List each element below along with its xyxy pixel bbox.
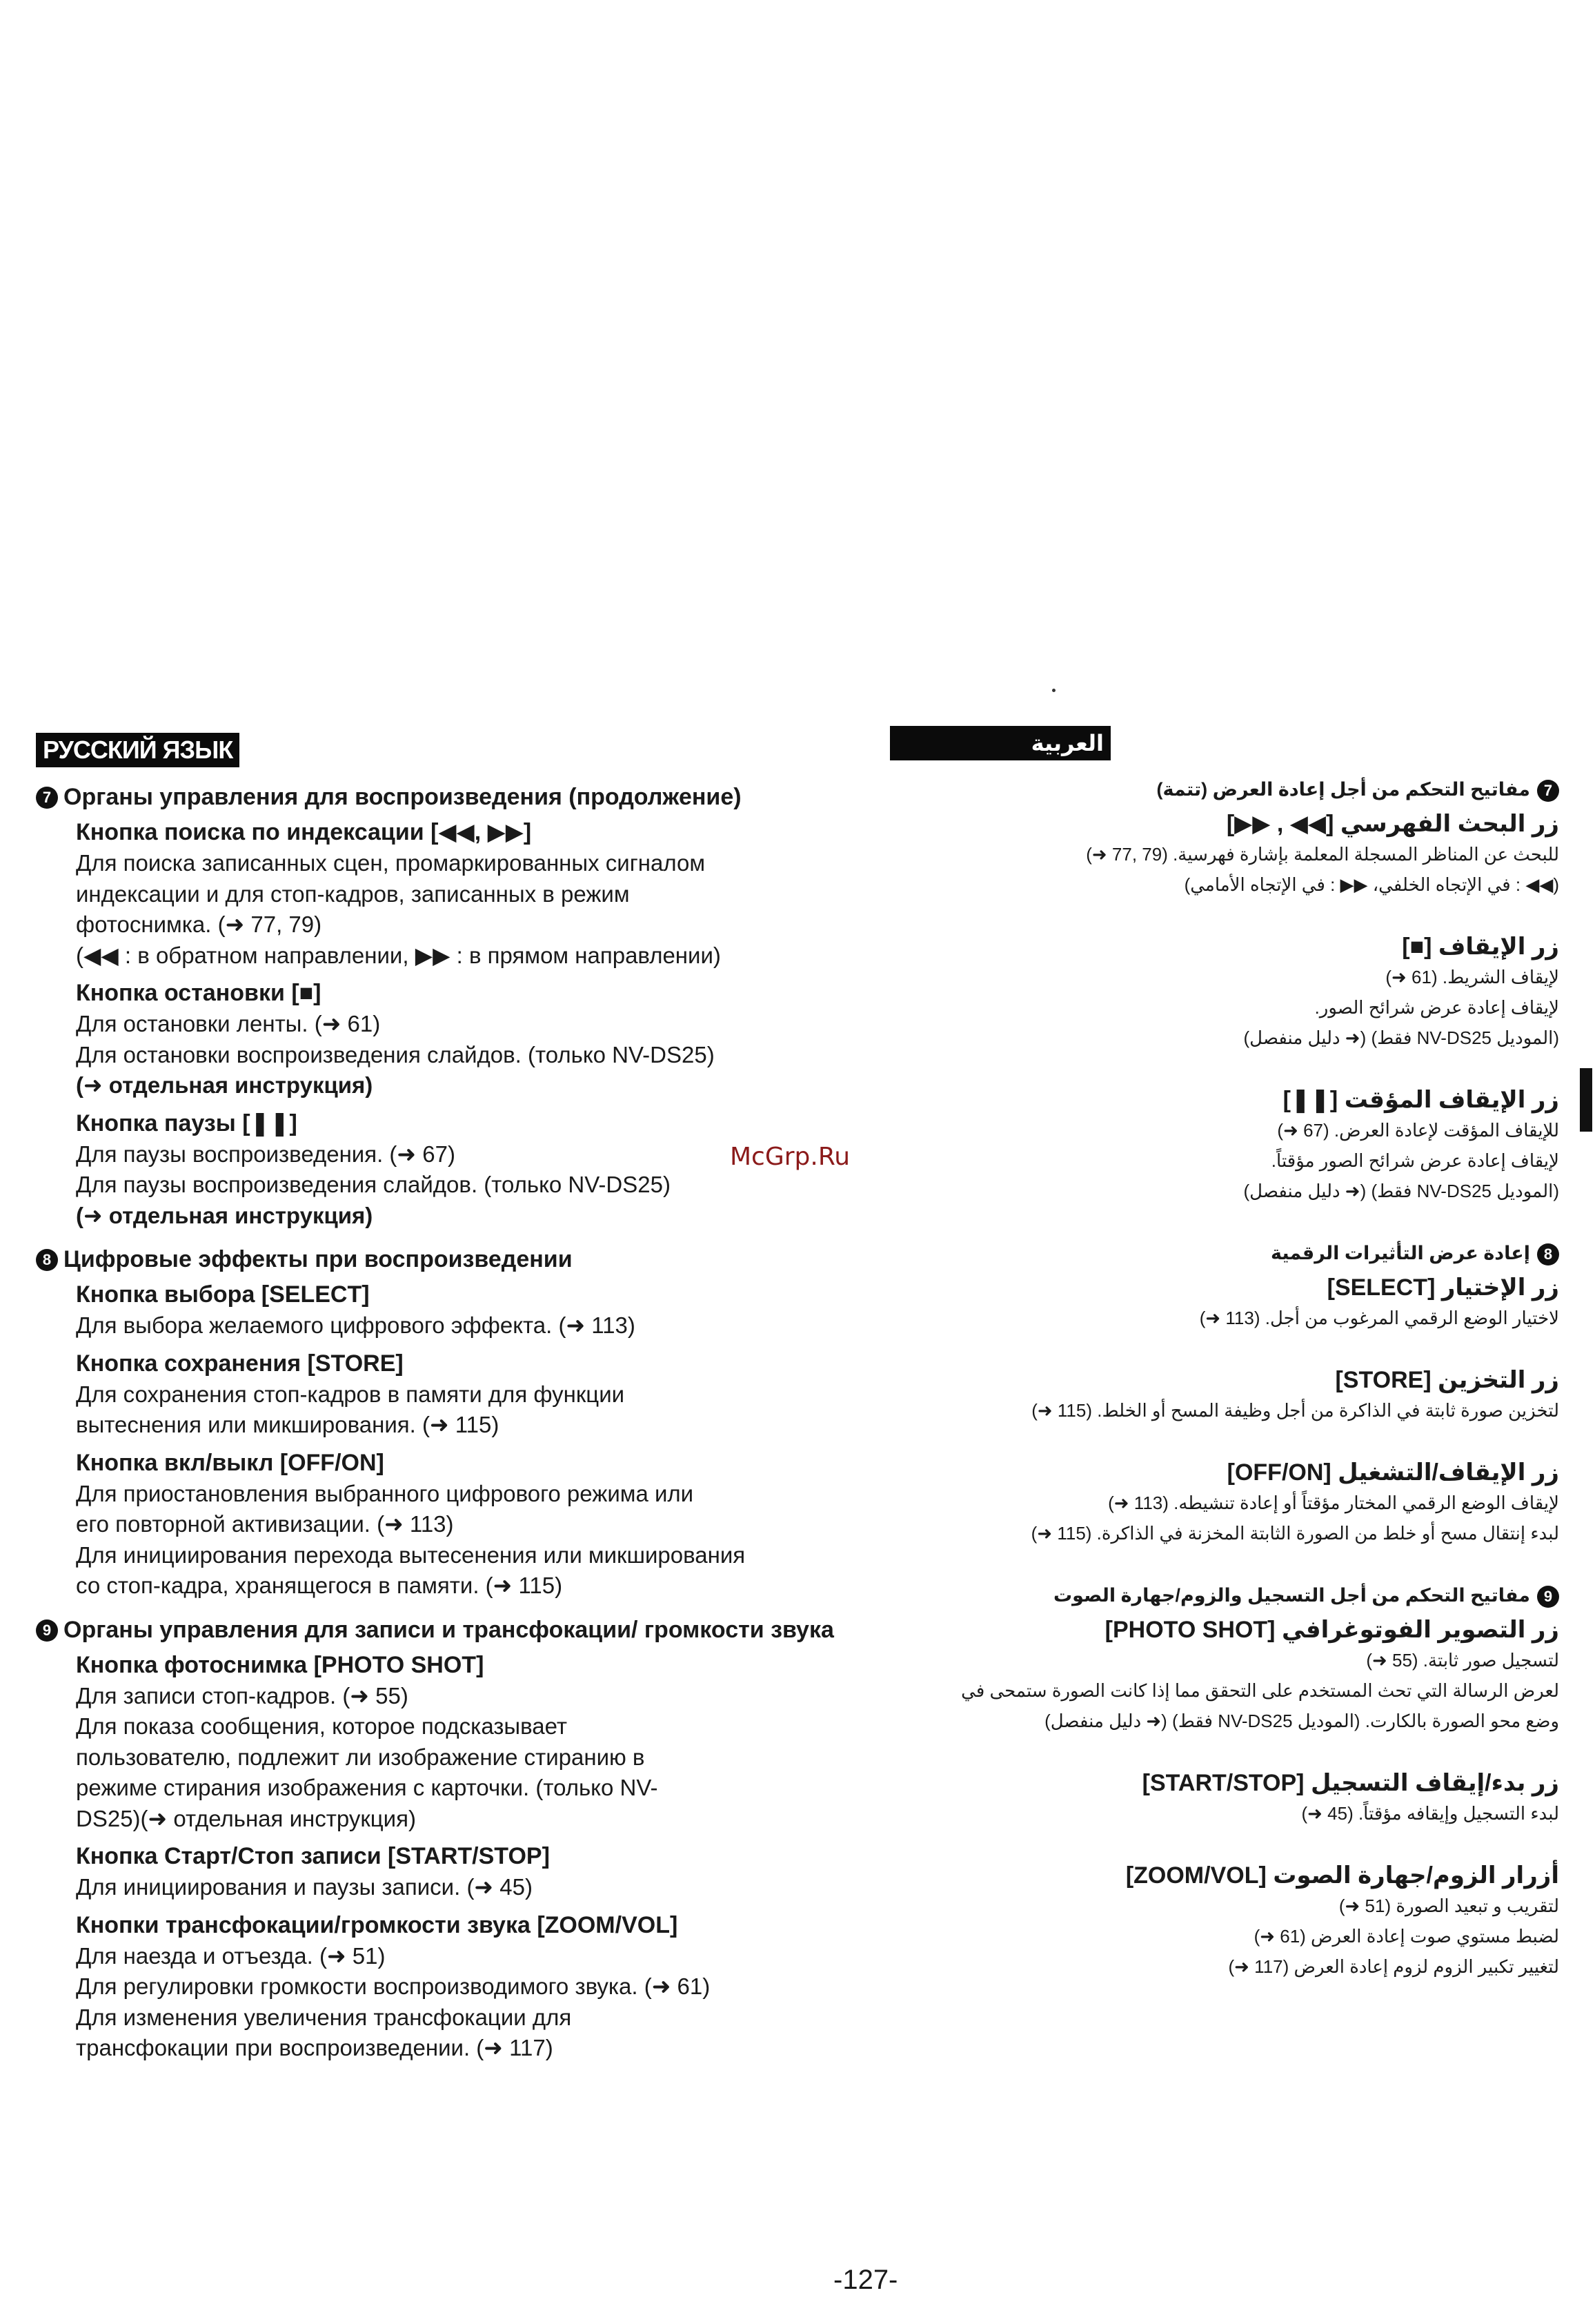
description-line: Для выбора желаемого цифрового эффекта. (➜ 113) [76, 1312, 635, 1338]
description-line: لإيقاف إعادة عرض شرائح الصور مؤقتاً. [1271, 1150, 1559, 1171]
description-line: режиме стирания изображения с карточки. (только NV- [76, 1775, 658, 1800]
section-number-badge: 9 [36, 1619, 58, 1642]
description-line: (◀◀ : في الإتجاه الخلفي، ▶▶ : في الإتجاه الأمامي) [1184, 874, 1559, 895]
description-line: Для наезда и отъезда. (➜ 51) [76, 1942, 386, 1969]
section-title: Органы управления для воспроизведения (продолжение) [63, 784, 742, 810]
control-item [76, 1650, 850, 1835]
description-line: Для приостановления выбранного цифрового режима или [76, 1480, 694, 1506]
description-line: لتغيير تكبير الزوم لزوم إعادة العرض (117 ➜) [1228, 1956, 1559, 1977]
section-number-badge: 8 [36, 1249, 58, 1271]
section-title: Цифровые эффекты при воспроизведении [63, 1246, 573, 1272]
section-number-badge: 7 [1537, 780, 1559, 802]
section-title: إعادة عرض التأثيرات الرقمية [1271, 1243, 1530, 1263]
section-heading [36, 1614, 850, 1646]
description-line: لعرض الرسالة التي تحث المستخدم على التحقق مما إذا كانت الصورة ستمحى في [961, 1680, 1559, 1701]
control-title: Кнопка поиска по индексации [◀◀, ▶▶] [76, 819, 532, 845]
description-line: (الموديل NV-DS25 فقط) (➜ دليل منفصل) [1243, 1181, 1559, 1201]
description-line: Для записи стоп-кадров. (➜ 55) [76, 1682, 408, 1708]
page-number: -127- [833, 2265, 898, 2295]
description-line: Для регулировки громкости воспроизводимого звука. (➜ 61) [76, 1973, 711, 1999]
section-number-badge: 7 [36, 787, 58, 809]
control-item [76, 1910, 850, 2064]
watermark: McGrp.Ru [730, 1143, 851, 1171]
control-item [890, 1457, 1559, 1548]
description-line: للإيقاف المؤقت لإعادة العرض. (67 ➜) [1277, 1120, 1559, 1141]
language-tab-arabic: العربية [890, 726, 1111, 760]
control-title: Кнопка фотоснимка [PHOTO SHOT] [76, 1651, 484, 1678]
description-line: لبدء التسجيل وإيقافه مؤقتاً. (45 ➜) [1301, 1803, 1559, 1824]
control-title: أزرار الزوم/جهارة الصوت [ZOOM/VOL] [1125, 1862, 1559, 1889]
control-title: زر الإختيار [SELECT] [1327, 1274, 1559, 1301]
control-item [890, 1860, 1559, 1982]
arabic-column [890, 726, 1559, 2013]
description-line: фотоснимка. (➜ 77, 79) [76, 912, 322, 937]
control-item [76, 1348, 850, 1441]
description-line: Для паузы воспроизведения слайдов. (только NV-DS25) [76, 1172, 671, 1197]
control-title: Кнопка выбора [SELECT] [76, 1281, 370, 1308]
stray-dot [1052, 689, 1056, 692]
description-line: пользователю, подлежит ли изображение стиранию в [76, 1744, 645, 1770]
section-number-badge: 8 [1537, 1243, 1559, 1266]
section-7 [890, 774, 1559, 1206]
description-line: трансфокации при воспроизведении. (➜ 117) [76, 2035, 553, 2060]
section-heading [890, 1580, 1559, 1611]
description-line: его повторной активизации. (➜ 113) [76, 1511, 454, 1537]
description-line: لبدء إنتقال مسح أو خلط من الصورة الثابتة المخزنة في الذاكرة. (115 ➜) [1031, 1523, 1559, 1544]
control-item [890, 1768, 1559, 1829]
section-9 [36, 1614, 850, 2064]
control-title: Кнопки трансфокации/громкости звука [ZOOM/VOL] [76, 1911, 678, 1938]
description-line: Для паузы воспроизведения. (➜ 67) [76, 1141, 455, 1167]
description-line: لتقريب و تبعيد الصورة (51 ➜) [1338, 1895, 1559, 1916]
description-line: (الموديل NV-DS25 فقط) (➜ دليل منفصل) [1243, 1027, 1559, 1048]
thumb-index-bar [1580, 1068, 1592, 1132]
description-line: لإيقاف إعادة عرض شرائح الصور. [1314, 997, 1559, 1018]
control-item [890, 1272, 1559, 1333]
control-item [890, 932, 1559, 1053]
control-item [76, 978, 850, 1101]
description-line: وضع محو الصورة بالكارت. (الموديل NV-DS25 فقط) (➜ دليل منفصل) [1044, 1711, 1559, 1731]
control-title: زر التصوير الفوتوغرافي [PHOTO SHOT] [1104, 1617, 1559, 1643]
section-8 [36, 1243, 850, 1602]
description-line: Для показа сообщения, которое подсказывает [76, 1713, 568, 1739]
description-line: لإيقاف الشريط. (61 ➜) [1385, 967, 1559, 987]
description-line: Для изменения увеличения трансфокации для [76, 2004, 572, 2030]
control-title: Кнопка паузы [❚❚] [76, 1110, 297, 1136]
description-line: (➜ отдельная инструкция) [76, 1072, 373, 1098]
description-line: со стоп-кадра, хранящегося в памяти. (➜ 115) [76, 1573, 563, 1598]
control-title: زر الإيقاف [■] [1402, 934, 1559, 960]
control-title: Кнопка остановки [■] [76, 980, 321, 1006]
description-line: индексации и для стоп-кадров, записанных в режим [76, 880, 630, 907]
section-title: Органы управления для записи и трансфокации/ громкости звука [63, 1616, 834, 1643]
description-line: Для сохранения стоп-кадров в памяти для функции [76, 1381, 625, 1407]
description-line: لإيقاف الوضع الرقمي المختار مؤقتاً أو إعادة تنشيطه. (113 ➜) [1108, 1493, 1559, 1513]
section-heading [36, 781, 850, 813]
description-line: لضبط مستوي صوت إعادة العرض (61 ➜) [1254, 1926, 1559, 1947]
control-item [890, 1365, 1559, 1426]
control-title: زر البحث الفهرسي [◀◀ , ▶▶] [1226, 811, 1559, 837]
control-title: زر الإيقاف المؤقت [❚❚] [1282, 1087, 1559, 1113]
description-line: لتخزين صورة ثابتة في الذاكرة من أجل وظيفة المسح أو الخلط. (115 ➜) [1031, 1400, 1559, 1421]
control-title: زر الإيقاف/التشغيل [OFF/ON] [1227, 1459, 1559, 1486]
control-title: زر التخزين [STORE] [1335, 1367, 1559, 1393]
description-line: لتسجيل صور ثابتة. (55 ➜) [1366, 1650, 1559, 1671]
section-heading [36, 1243, 850, 1275]
description-line: Для остановки воспроизведения слайдов. (только NV-DS25) [76, 1041, 715, 1067]
control-title: Кнопка вкл/выкл [OFF/ON] [76, 1449, 384, 1476]
description-line: لاختيار الوضع الرقمي المرغوب من أجل. (113 ➜) [1199, 1308, 1559, 1328]
section-heading [890, 774, 1559, 805]
description-line: (◀◀ : в обратном направлении, ▶▶ : в прямом направлении) [76, 942, 721, 968]
control-item [890, 809, 1559, 900]
description-line: Для инициирования перехода вытесенения или микширования [76, 1542, 746, 1568]
control-title: Кнопка сохранения [STORE] [76, 1350, 404, 1377]
russian-column [36, 733, 850, 2076]
control-item [76, 1279, 850, 1341]
description-line: вытеснения или микширования. (➜ 115) [76, 1412, 499, 1437]
section-9 [890, 1580, 1559, 1982]
section-title: مفاتيح التحكم من أجل إعادة العرض (تتمة) [1156, 779, 1530, 800]
section-heading [890, 1238, 1559, 1268]
description-line: Для поиска записанных сцен, промаркированных сигналом [76, 850, 706, 876]
description-line: DS25)(➜ отдельная инструкция) [76, 1805, 416, 1831]
control-item [890, 1085, 1559, 1206]
section-title: مفاتيح التحكم من أجل التسجيل والزوم/جهارة الصوت [1053, 1585, 1530, 1606]
control-title: Кнопка Старт/Стоп записи [START/STOP] [76, 1843, 550, 1869]
control-item [76, 1448, 850, 1602]
description-line: (➜ отдельная инструкция) [76, 1202, 373, 1228]
section-number-badge: 9 [1537, 1586, 1559, 1608]
description-line: للبحث عن المناظر المسجلة المعلمة بإشارة فهرسية. (79 ,77 ➜) [1086, 844, 1559, 865]
control-item [890, 1615, 1559, 1736]
language-tab-russian: РУССКИЙ ЯЗЫК [36, 733, 239, 767]
control-title: زر بدء/إيقاف التسجيل [START/STOP] [1142, 1770, 1559, 1796]
description-line: Для остановки ленты. (➜ 61) [76, 1011, 381, 1036]
description-line: Для инициирования и паузы записи. (➜ 45) [76, 1874, 533, 1900]
control-item [76, 1841, 850, 1903]
control-item [76, 817, 850, 971]
section-8 [890, 1238, 1559, 1548]
section-7 [36, 781, 850, 1231]
